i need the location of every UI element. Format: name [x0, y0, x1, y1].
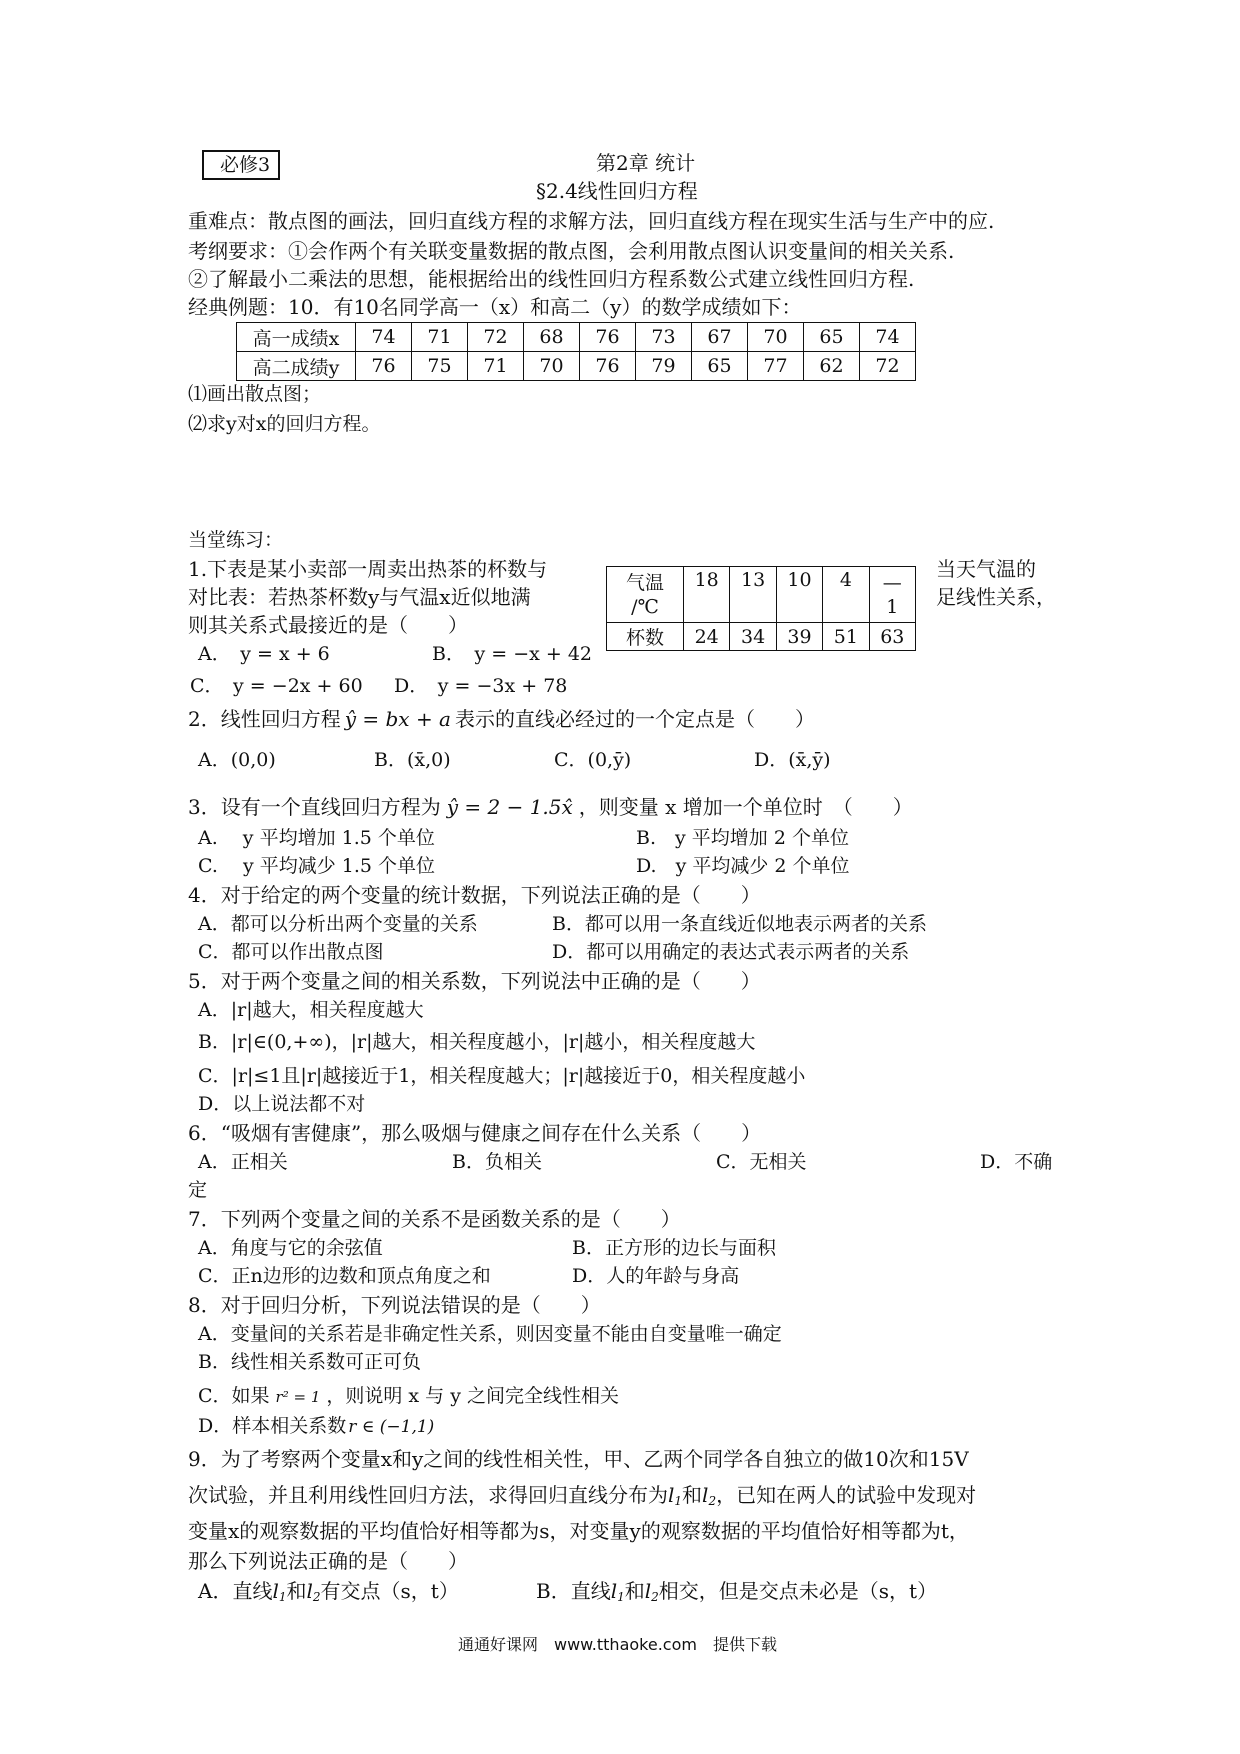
- q9-and: 和: [682, 1483, 703, 1507]
- table-cell: 13: [730, 567, 776, 623]
- q1-option-a: A． y = x + 6: [198, 643, 330, 665]
- table-cell: 76: [580, 352, 636, 381]
- q5-option-d: D．以上说法都不对: [198, 1093, 366, 1115]
- q8-stem: 8．对于回归分析，下列说法错误的是（ ）: [188, 1293, 601, 1317]
- example-part-1: ⑴画出散点图；: [188, 383, 322, 405]
- example-part-2: ⑵求y对x的回归方程。: [188, 413, 381, 435]
- q6-option-d: D．不确: [980, 1151, 1053, 1173]
- q9-line-2-text: 次试验，并且利用线性回归方法，求得回归直线分布为: [188, 1483, 668, 1507]
- table-cell: 10: [776, 567, 822, 623]
- line-subscript: 1: [674, 1494, 683, 1508]
- table-cell: 34: [730, 623, 776, 651]
- q2-stem-text-2: 表示的直线必经过的一个定点是（ ）: [454, 707, 815, 731]
- q4-option-c: C．都可以作出散点图: [198, 941, 384, 963]
- table-cell: 70: [748, 323, 804, 352]
- q7-option-d: D．人的年龄与身高: [572, 1265, 740, 1287]
- q3-option-b: B. y 平均增加 2 个单位: [636, 827, 849, 849]
- line-symbol: l: [702, 1483, 709, 1507]
- table-cell: [607, 567, 684, 623]
- example-stem: 经典例题：10．有10名同学高一（x）和高二（y）的数学成绩如下：: [188, 295, 802, 319]
- q3-stem-text: 3．设有一个直线回归方程为: [188, 795, 441, 819]
- line-l1-symbol: [611, 1579, 625, 1603]
- q7-stem: 7．下列两个变量之间的关系不是函数关系的是（ ）: [188, 1207, 681, 1231]
- line-subscript: 2: [651, 1590, 659, 1604]
- line-subscript: 2: [312, 1590, 321, 1604]
- table-cell: 67: [692, 323, 748, 352]
- q3-equation: ŷ = 2 − 1.5x̂: [446, 795, 573, 819]
- q8-option-c: [198, 1384, 619, 1409]
- q9-option-a: [198, 1578, 459, 1610]
- table-cell: 73: [636, 323, 692, 352]
- table-cell: 63: [869, 623, 915, 651]
- q9-option-a-text-2: 有交点（s，t）: [320, 1579, 459, 1603]
- table-cell: 71: [412, 323, 468, 352]
- q9-line-1: 9．为了考察两个变量x和y之间的线性相关性，甲、乙两个同学各自独立的做10次和15V: [188, 1447, 969, 1471]
- q3-stem-text-2: ，则变量 x 增加一个单位时 （ ）: [578, 795, 913, 819]
- table-cell-line: 1: [886, 595, 899, 618]
- q1-option-d: D． y = −3x + 78: [394, 675, 568, 697]
- line-symbol: l: [668, 1483, 675, 1507]
- line-subscript: 1: [278, 1590, 287, 1604]
- q1-option-b: B． y = −x + 42: [432, 643, 593, 665]
- table-cell: 71: [468, 352, 524, 381]
- table-cell: 76: [356, 352, 412, 381]
- q7-option-b: B．正方形的边长与面积: [572, 1237, 776, 1259]
- footer-credit: 通通好课网 www.tthaoke.com 提供下载: [458, 1635, 777, 1654]
- q2-stem: [188, 706, 815, 732]
- q1-option-c: C． y = −2x + 60: [190, 675, 363, 697]
- q1-line-1: 1.下表是某小卖部一周卖出热茶的杯数与: [188, 557, 548, 581]
- q9-line-2-text-2: ，已知在两人的试验中发现对: [716, 1483, 977, 1507]
- table-cell: 18: [684, 567, 730, 623]
- q9-option-b: [536, 1578, 937, 1610]
- table-cell: 4: [823, 567, 869, 623]
- table-cell: 72: [860, 352, 916, 381]
- q6-stem: 6．“吸烟有害健康”，那么吸烟与健康之间存在什么关系（ ）: [188, 1121, 762, 1145]
- line-l1-symbol: [272, 1579, 286, 1603]
- table-cell: 79: [636, 352, 692, 381]
- line-l2-symbol: [307, 1579, 321, 1603]
- q9-line-2: [188, 1482, 976, 1514]
- q9-option-b-text: B．直线: [536, 1579, 611, 1603]
- q3-option-a: A. y 平均增加 1.5 个单位: [198, 827, 435, 849]
- q8-option-b: B．线性相关系数可正可负: [198, 1351, 421, 1373]
- q7-option-c: C．正n边形的边数和顶点角度之和: [198, 1265, 491, 1287]
- table-row: [237, 323, 916, 352]
- q6-option-a: A．正相关: [198, 1151, 288, 1173]
- q8-option-c-text: C．如果: [198, 1385, 270, 1407]
- q8-option-a: A．变量间的关系若是非确定性关系，则因变量不能由自变量唯一确定: [198, 1323, 782, 1345]
- q9-line-3: 变量x的观察数据的平均值恰好相等都为s，对变量y的观察数据的平均值恰好相等都为t，: [188, 1519, 969, 1543]
- q1-line-1-right: 当天气温的: [936, 557, 1036, 581]
- table-cell: 24: [684, 623, 730, 651]
- table-cell: 68: [524, 323, 580, 352]
- table-cell: 杯数: [607, 623, 684, 651]
- q2-equation: ŷ = bx + a: [344, 707, 451, 731]
- q5-option-b: B．|r|∈(0,+∞)，|r|越大，相关程度越小，|r|越小，相关程度越大: [198, 1031, 756, 1053]
- line-symbol: l: [306, 1579, 313, 1603]
- q3-stem: [188, 794, 913, 820]
- requirement-2: ②了解最小二乘法的思想，能根据给出的线性回归方程系数公式建立线性回归方程.: [188, 267, 915, 291]
- line-symbol: l: [272, 1579, 279, 1603]
- q9-and: 和: [286, 1579, 307, 1603]
- line-l2-symbol: [645, 1579, 659, 1603]
- line-l2-symbol: [702, 1483, 716, 1507]
- q4-option-b: B．都可以用一条直线近似地表示两者的关系: [552, 913, 927, 935]
- q6-option-d-wrap: 定: [188, 1179, 208, 1201]
- q3-option-c: C. y 平均减少 1.5 个单位: [198, 855, 436, 877]
- table-cell: 72: [468, 323, 524, 352]
- table-cell: 62: [804, 352, 860, 381]
- q5-option-a: A．|r|越大，相关程度越大: [198, 999, 424, 1021]
- module-badge: 必修3: [202, 150, 280, 180]
- q1-line-3: 则其关系式最接近的是（ ）: [188, 613, 468, 637]
- table-row: [607, 623, 916, 651]
- q2-option-d: D．(x̄,ȳ): [754, 749, 831, 771]
- table-cell: 75: [412, 352, 468, 381]
- table-cell: [869, 567, 915, 623]
- table-cell: 76: [580, 323, 636, 352]
- q5-option-c: C．|r|≤1且|r|越接近于1，相关程度越大；|r|越接近于0，相关程度越小: [198, 1065, 806, 1087]
- q4-option-d: D．都可以用确定的表达式表示两者的关系: [552, 941, 910, 963]
- line-l1-symbol: [668, 1483, 682, 1507]
- table-cell: 77: [748, 352, 804, 381]
- table-cell: 高一成绩x: [237, 323, 356, 352]
- q2-option-c: C．(0,ȳ): [554, 749, 632, 771]
- q2-option-b: B．(x̄,0): [374, 749, 451, 771]
- q8-option-d: [198, 1414, 434, 1439]
- line-symbol: l: [644, 1579, 652, 1603]
- q9-option-b-text-2: 相交，但是交点未必是（s，t）: [658, 1579, 938, 1603]
- q9-option-a-text: A．直线: [198, 1579, 273, 1603]
- table-cell-line: /℃: [631, 595, 659, 618]
- q9-line-4: 那么下列说法正确的是（ ）: [188, 1549, 468, 1573]
- score-table: [236, 322, 916, 381]
- chapter-title: 第2章 统计: [596, 151, 696, 175]
- q5-stem: 5．对于两个变量之间的相关系数，下列说法中正确的是（ ）: [188, 969, 761, 993]
- tea-table: [606, 566, 916, 651]
- q4-option-a: A．都可以分析出两个变量的关系: [198, 913, 478, 935]
- section-title: §2.4线性回归方程: [536, 179, 698, 203]
- table-cell: 51: [823, 623, 869, 651]
- q8-option-d-equation: r ∈ (−1,1): [348, 1417, 435, 1437]
- line-subscript: 2: [708, 1494, 717, 1508]
- table-cell: 39: [776, 623, 822, 651]
- q8-option-c-equation: r² = 1: [275, 1388, 321, 1406]
- q6-option-c: C．无相关: [716, 1151, 807, 1173]
- practice-title: 当堂练习：: [188, 529, 284, 551]
- table-cell-line: —: [882, 571, 902, 594]
- q8-option-d-text: D．样本相关系数: [198, 1415, 347, 1437]
- q9-and: 和: [624, 1579, 645, 1603]
- q6-option-b: B．负相关: [452, 1151, 542, 1173]
- q1-line-2: 对比表：若热茶杯数y与气温x近似地满: [188, 585, 531, 609]
- q1-line-2-right: 足线性关系，: [936, 585, 1056, 609]
- table-cell-line: 气温: [625, 571, 664, 594]
- table-cell: 74: [860, 323, 916, 352]
- table-row: [607, 567, 916, 623]
- q2-stem-text: 2．线性回归方程: [188, 707, 341, 731]
- table-row: [237, 352, 916, 381]
- table-cell: 65: [692, 352, 748, 381]
- q8-option-c-text-2: ，则说明 x 与 y 之间完全线性相关: [326, 1385, 619, 1407]
- table-cell: 65: [804, 323, 860, 352]
- q3-option-d: D. y 平均减少 2 个单位: [636, 855, 850, 877]
- table-cell: 高二成绩y: [237, 352, 356, 381]
- line-subscript: 1: [617, 1590, 625, 1604]
- q7-option-a: A．角度与它的余弦值: [198, 1237, 383, 1259]
- q4-stem: 4．对于给定的两个变量的统计数据，下列说法正确的是（ ）: [188, 883, 761, 907]
- line-symbol: l: [610, 1579, 618, 1603]
- table-cell: 70: [524, 352, 580, 381]
- q2-option-a: A．(0,0): [198, 749, 276, 771]
- table-cell: 74: [356, 323, 412, 352]
- key-points: 重难点：散点图的画法，回归直线方程的求解方法，回归直线方程在现实生活与生产中的应.: [188, 209, 995, 233]
- requirement-1: 考纲要求：①会作两个有关联变量数据的散点图，会利用散点图认识变量间的相关关系.: [188, 239, 955, 263]
